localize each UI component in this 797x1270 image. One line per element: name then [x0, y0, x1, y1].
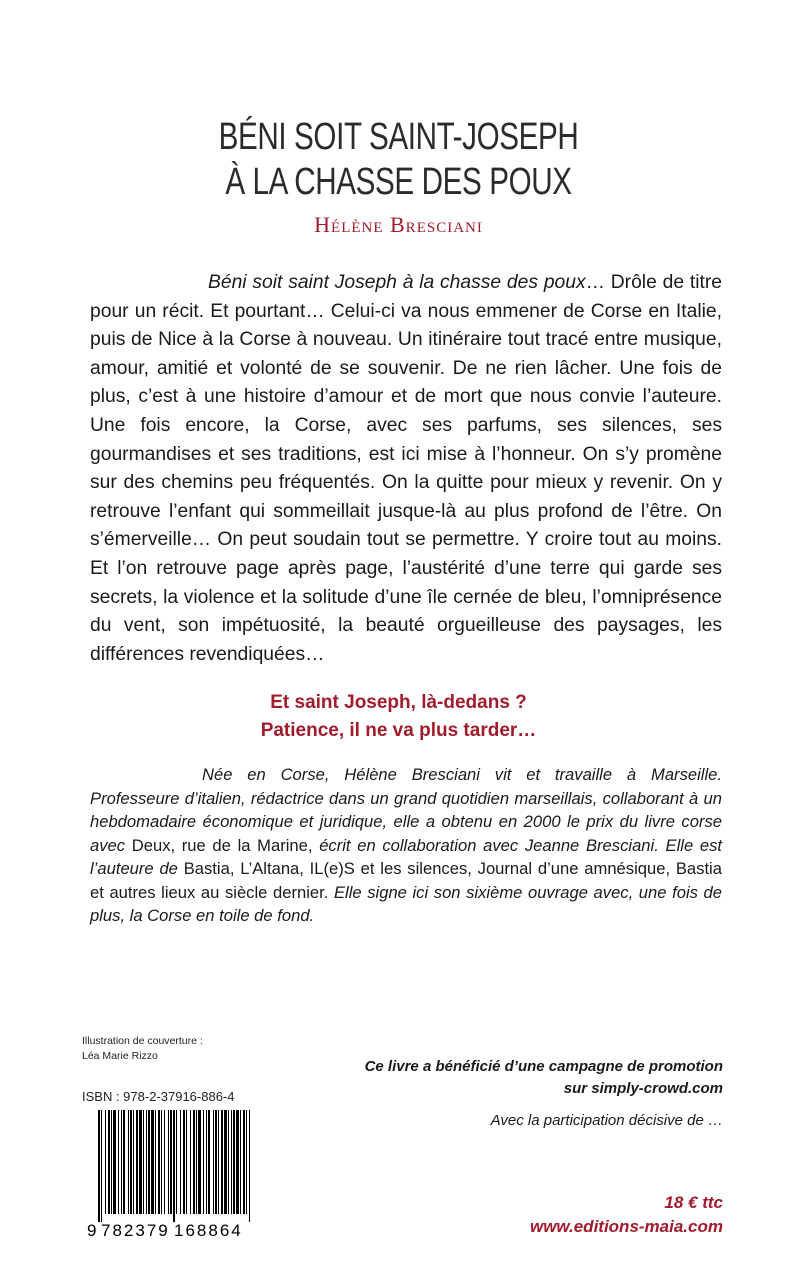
barcode-bar [186, 1110, 187, 1214]
summary-text: … Drôle de titre pour un récit. Et pourtant… Celui-ci va nous emmener de Corse en Italie, puis de Nice à la Corse à nouveau. Un itinéraire tout tracé entre musique, amour, amitié et volonté de se souvenir. De ne rien lâcher. Une fois de plus, c’est à une histoire d’amour et de mort que nous convie l’auteure. Une fois encore, la Corse, avec ses parfums, ses silences, ses gourmandises et ses traditions, est ici mise à l’honneur. On s’y promène sur des chemins peu fréquentés. On la quitte pour mieux y revenir. On y retrouve l’enfant qui sommeillait jusque-là au plus profond de l’être. On s’émerveille… On peut soudain tout se permettre. Y croire tout au moins. Et l’on retrouve page après page, l’austérité d’une terre qui garde ses secrets, la violence et la solitude d’une île cernée de bleu, l’omniprésence du vent, son impétuosité, la beauté orgueilleuse des paysages, les différences revendiquées… [90, 272, 722, 665]
price: 18 € ttc [664, 1193, 723, 1212]
barcode-bar [233, 1110, 235, 1214]
barcode-bar [161, 1110, 162, 1214]
barcode-bar [164, 1110, 165, 1214]
tagline [0, 689, 797, 745]
barcode-bar [215, 1110, 217, 1214]
summary-title-italic: Béni soit saint Joseph à la chasse des poux [208, 272, 586, 293]
barcode-bar [224, 1110, 227, 1214]
bio-part-2: écrit en collaboration avec Jeanne Bresciani. Elle est l’auteure de [90, 835, 722, 878]
barcode-bar [123, 1110, 125, 1214]
cover-credits [82, 1034, 203, 1064]
barcode-bar [148, 1110, 150, 1214]
barcode-bar [170, 1110, 172, 1214]
barcode-bar [203, 1110, 204, 1214]
barcode-bar [113, 1110, 116, 1214]
promo-line-1: Ce livre a bénéficié d’une campagne de promotion [364, 1058, 723, 1075]
barcode-bar [130, 1110, 132, 1214]
barcode-bar [228, 1110, 229, 1214]
barcode-bar [118, 1110, 119, 1214]
bio-part-3: Elle signe ici son sixième ouvrage avec, une fois de plus, la Corse en toile de fond. [90, 882, 722, 925]
barcode-bar [221, 1110, 223, 1214]
barcode-bar [173, 1110, 175, 1222]
participation-note: Avec la participation décisive de … [490, 1112, 723, 1129]
barcode-bar [183, 1110, 185, 1214]
barcode-bar [139, 1110, 142, 1214]
barcode-bar [111, 1110, 112, 1214]
price-block [303, 1191, 723, 1239]
barcode-bar [236, 1110, 239, 1214]
barcode-bar [105, 1110, 106, 1214]
barcode-bar [155, 1110, 156, 1214]
barcode-bar [246, 1110, 247, 1214]
summary-paragraph [90, 269, 722, 669]
barcode-bar [128, 1110, 129, 1214]
promo-line-2: sur simply-crowd.com [563, 1080, 723, 1097]
barcode-bar [190, 1110, 191, 1214]
barcode-bar [158, 1110, 160, 1214]
barcode-bar [176, 1110, 177, 1214]
promo-block [303, 1056, 723, 1100]
barcode-bar [206, 1110, 207, 1214]
author-name: Hélène Bresciani [314, 212, 483, 237]
barcode-bar [143, 1110, 144, 1214]
barcode-bar [98, 1110, 100, 1222]
tagline-line-1: Et saint Joseph, là-dedans ? [270, 692, 527, 713]
barcode-bar [208, 1110, 210, 1214]
book-title-line-2: À LA CHASSE DES POUX [225, 161, 572, 203]
barcode-bar [180, 1110, 181, 1214]
isbn: ISBN : 978-2-37916-886-4 [82, 1089, 235, 1104]
tagline-line-2: Patience, il ne va plus tarder… [260, 720, 537, 741]
barcode-bar [196, 1110, 197, 1214]
barcode-bar [108, 1110, 110, 1214]
author-bio [90, 763, 722, 928]
barcode-bar [231, 1110, 232, 1214]
barcode-bar [243, 1110, 245, 1214]
credits-label: Illustration de couverture : [82, 1035, 203, 1047]
credits-name: Léa Marie Rizzo [82, 1050, 158, 1062]
publisher-website: www.editions-maia.com [529, 1217, 723, 1236]
barcode-left-digits: 782379 [101, 1221, 170, 1240]
barcode-bar [151, 1110, 154, 1214]
barcode-bar [101, 1110, 102, 1222]
barcode-bar [198, 1110, 201, 1214]
barcode-bar [121, 1110, 122, 1214]
barcode-right-digits: 168864 [174, 1221, 243, 1240]
book-title-line-1: BÉNI SOIT SAINT-JOSEPH [218, 116, 579, 158]
barcode-bar [213, 1110, 214, 1214]
barcode-bar [240, 1110, 241, 1214]
barcode-bar [249, 1110, 250, 1222]
bio-part-1: Née en Corse, Hélène Bresciani vit et travaille à Marseille. Professeure d’italien, rédactrice dans un grand quotidien marseillais, collaborant à un hebdomadaire économique et juridique, elle a obtenu en 2000 le prix du livre corse avec [90, 765, 722, 855]
barcode-bar [218, 1110, 219, 1214]
barcode-bar [168, 1110, 169, 1214]
barcode-bar [146, 1110, 147, 1214]
barcode-bar [133, 1110, 134, 1214]
barcode-lead-digit: 9 [87, 1221, 97, 1240]
barcode [84, 1110, 256, 1240]
bio-book-1: Deux, rue de la Marine, [131, 835, 313, 855]
bio-books: Bastia, L’Altana, IL(e)S et les silences, Journal d’une amnésique, Bastia et autres lieux au siècle dernier. [90, 859, 722, 902]
barcode-bar [193, 1110, 195, 1214]
barcode-bar [136, 1110, 138, 1214]
